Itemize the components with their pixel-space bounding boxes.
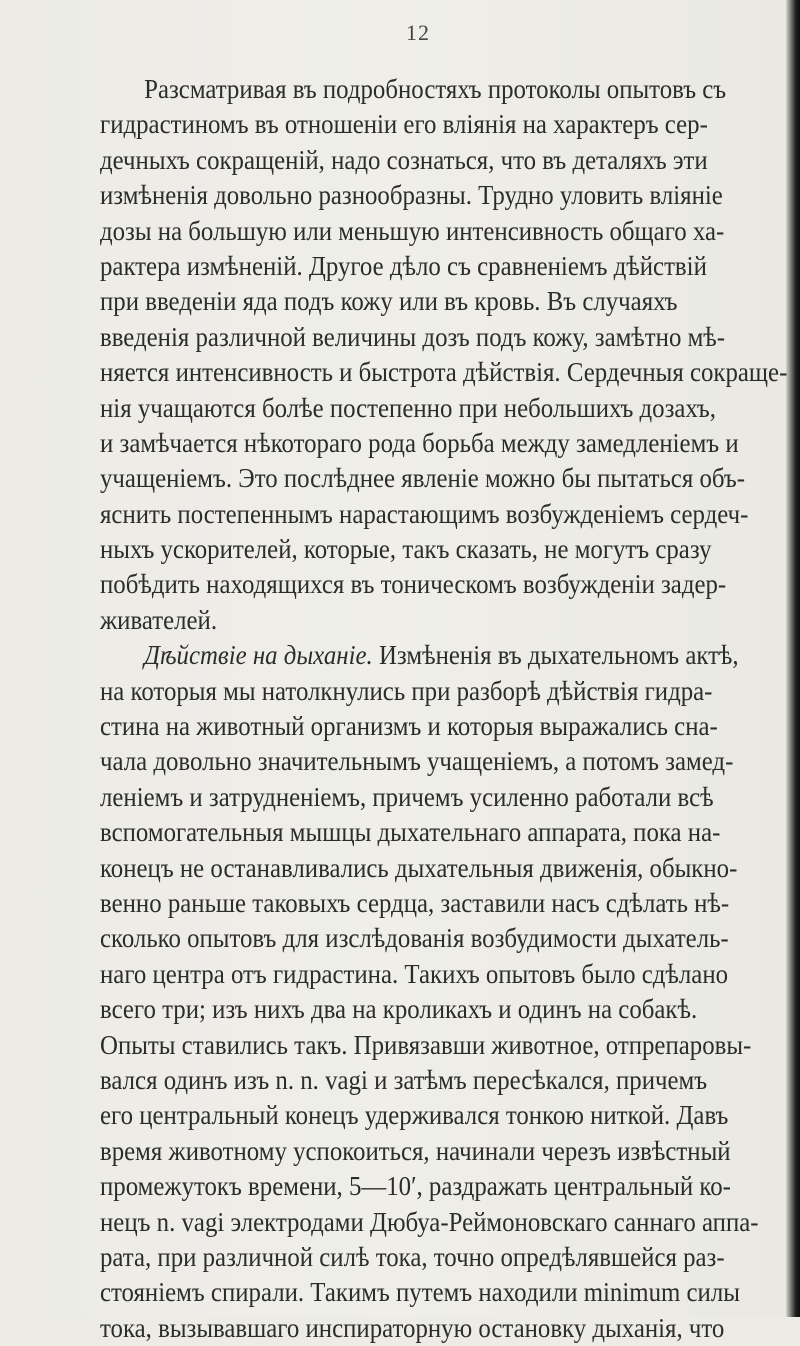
text-line: наго центра отъ гидрастина. Такихъ опытовъ было сдѣлано: [100, 958, 729, 989]
text-line: яснить постепеннымъ нарастающимъ возбужденіемъ сердеч-: [100, 498, 749, 529]
text-line: живателей.: [100, 604, 218, 635]
text-line: вался одинъ изъ n. n. vagi и затѣмъ пересѣкался, причемъ: [100, 1064, 708, 1095]
text-line: Опыты ставились такъ. Привязавши животное, отпрепаровы-: [100, 1029, 752, 1060]
text-line: чала довольно значительнымъ учащеніемъ, а потомъ замед-: [100, 746, 734, 777]
text-line: его центральный конецъ удерживался тонкою ниткой. Давъ: [100, 1100, 729, 1131]
text-line: рата, при различной силѣ тока, точно опредѣлявшейся раз-: [100, 1241, 725, 1272]
text-line: всего три; изъ нихъ два на кроликахъ и одинъ на собакѣ.: [100, 994, 698, 1025]
text-line: нія учащаются болѣе постепенно при небольшихъ дозахъ,: [100, 392, 716, 423]
text-line: стина на животный организмъ и которыя выражались сна-: [100, 711, 718, 742]
text-line: дечныхъ сокращеній, надо сознаться, что въ деталяхъ эти: [100, 144, 708, 175]
text-line: конецъ не останавливались дыхательныя движенія, обыкно-: [100, 852, 738, 883]
text-line: промежутокъ времени, 5—10′, раздражать центральный ко-: [100, 1171, 731, 1202]
page-number: 12: [406, 20, 430, 45]
text-line: дозы на большую или меньшую интенсивность общаго ха-: [100, 215, 725, 246]
text-line: время животному успокоиться, начинали черезъ извѣстный: [100, 1135, 731, 1166]
text-line: рактера измѣненій. Другое дѣло съ сравненіемъ дѣйствій: [100, 250, 707, 281]
body-text: [100, 72, 800, 1346]
text-line: Разсматривая въ подробностяхъ протоколы опытовъ съ: [144, 74, 727, 104]
text-line: сколько опытовъ для изслѣдованія возбудимости дыхатель-: [100, 923, 729, 954]
text-line: учащеніемъ. Это послѣднее явленіе можно бы пытаться объ-: [100, 463, 746, 494]
text-line: на которыя мы натолкнулись при разборѣ дѣйствія гидра-: [100, 675, 713, 706]
text-line: введенія различной величины дозъ подъ кожу, замѣтно мѣ-: [100, 321, 726, 352]
section-heading: Дѣйствіе на дыханіе.: [144, 640, 373, 671]
text-line: при введеніи яда подъ кожу или въ кровь. Въ случаяхъ: [100, 286, 678, 317]
text-line: тока, вызывавшаго инспираторную остановку дыханія, что: [100, 1312, 725, 1343]
text-line: няется интенсивность и быстрота дѣйствія. Сердечныя сокраще-: [100, 357, 788, 388]
text-line: вспомогательныя мышцы дыхательнаго аппарата, пока на-: [100, 817, 721, 848]
text-line: и замѣчается нѣкотораго рода борьба между замедленіемъ и: [100, 427, 739, 458]
text-span: Измѣненія въ дыхательномъ актѣ,: [372, 640, 739, 671]
text-line: измѣненія довольно разнообразны. Трудно уловить вліяніе: [100, 180, 723, 211]
text-line: ныхъ ускорителей, которые, такъ сказать, не могутъ сразу: [100, 534, 712, 565]
paragraph-heading-line: [100, 638, 744, 673]
text-line: венно раньше таковыхъ сердца, заставили насъ сдѣлать нѣ-: [100, 887, 730, 918]
text-line: побѣдить находящихся въ тоническомъ возбужденіи задер-: [100, 569, 727, 600]
text-line: стояніемъ спирали. Такимъ путемъ находили minimum силы: [100, 1277, 740, 1308]
text-line: леніемъ и затрудненіемъ, причемъ усиленно работали всѣ: [100, 781, 714, 812]
text-line: гидрастиномъ въ отношеніи его вліянія на характеръ сер-: [100, 109, 708, 140]
text-line: нецъ n. vagi электродами Дюбуа-Реймоновскаго саннаго аппа-: [100, 1206, 759, 1237]
